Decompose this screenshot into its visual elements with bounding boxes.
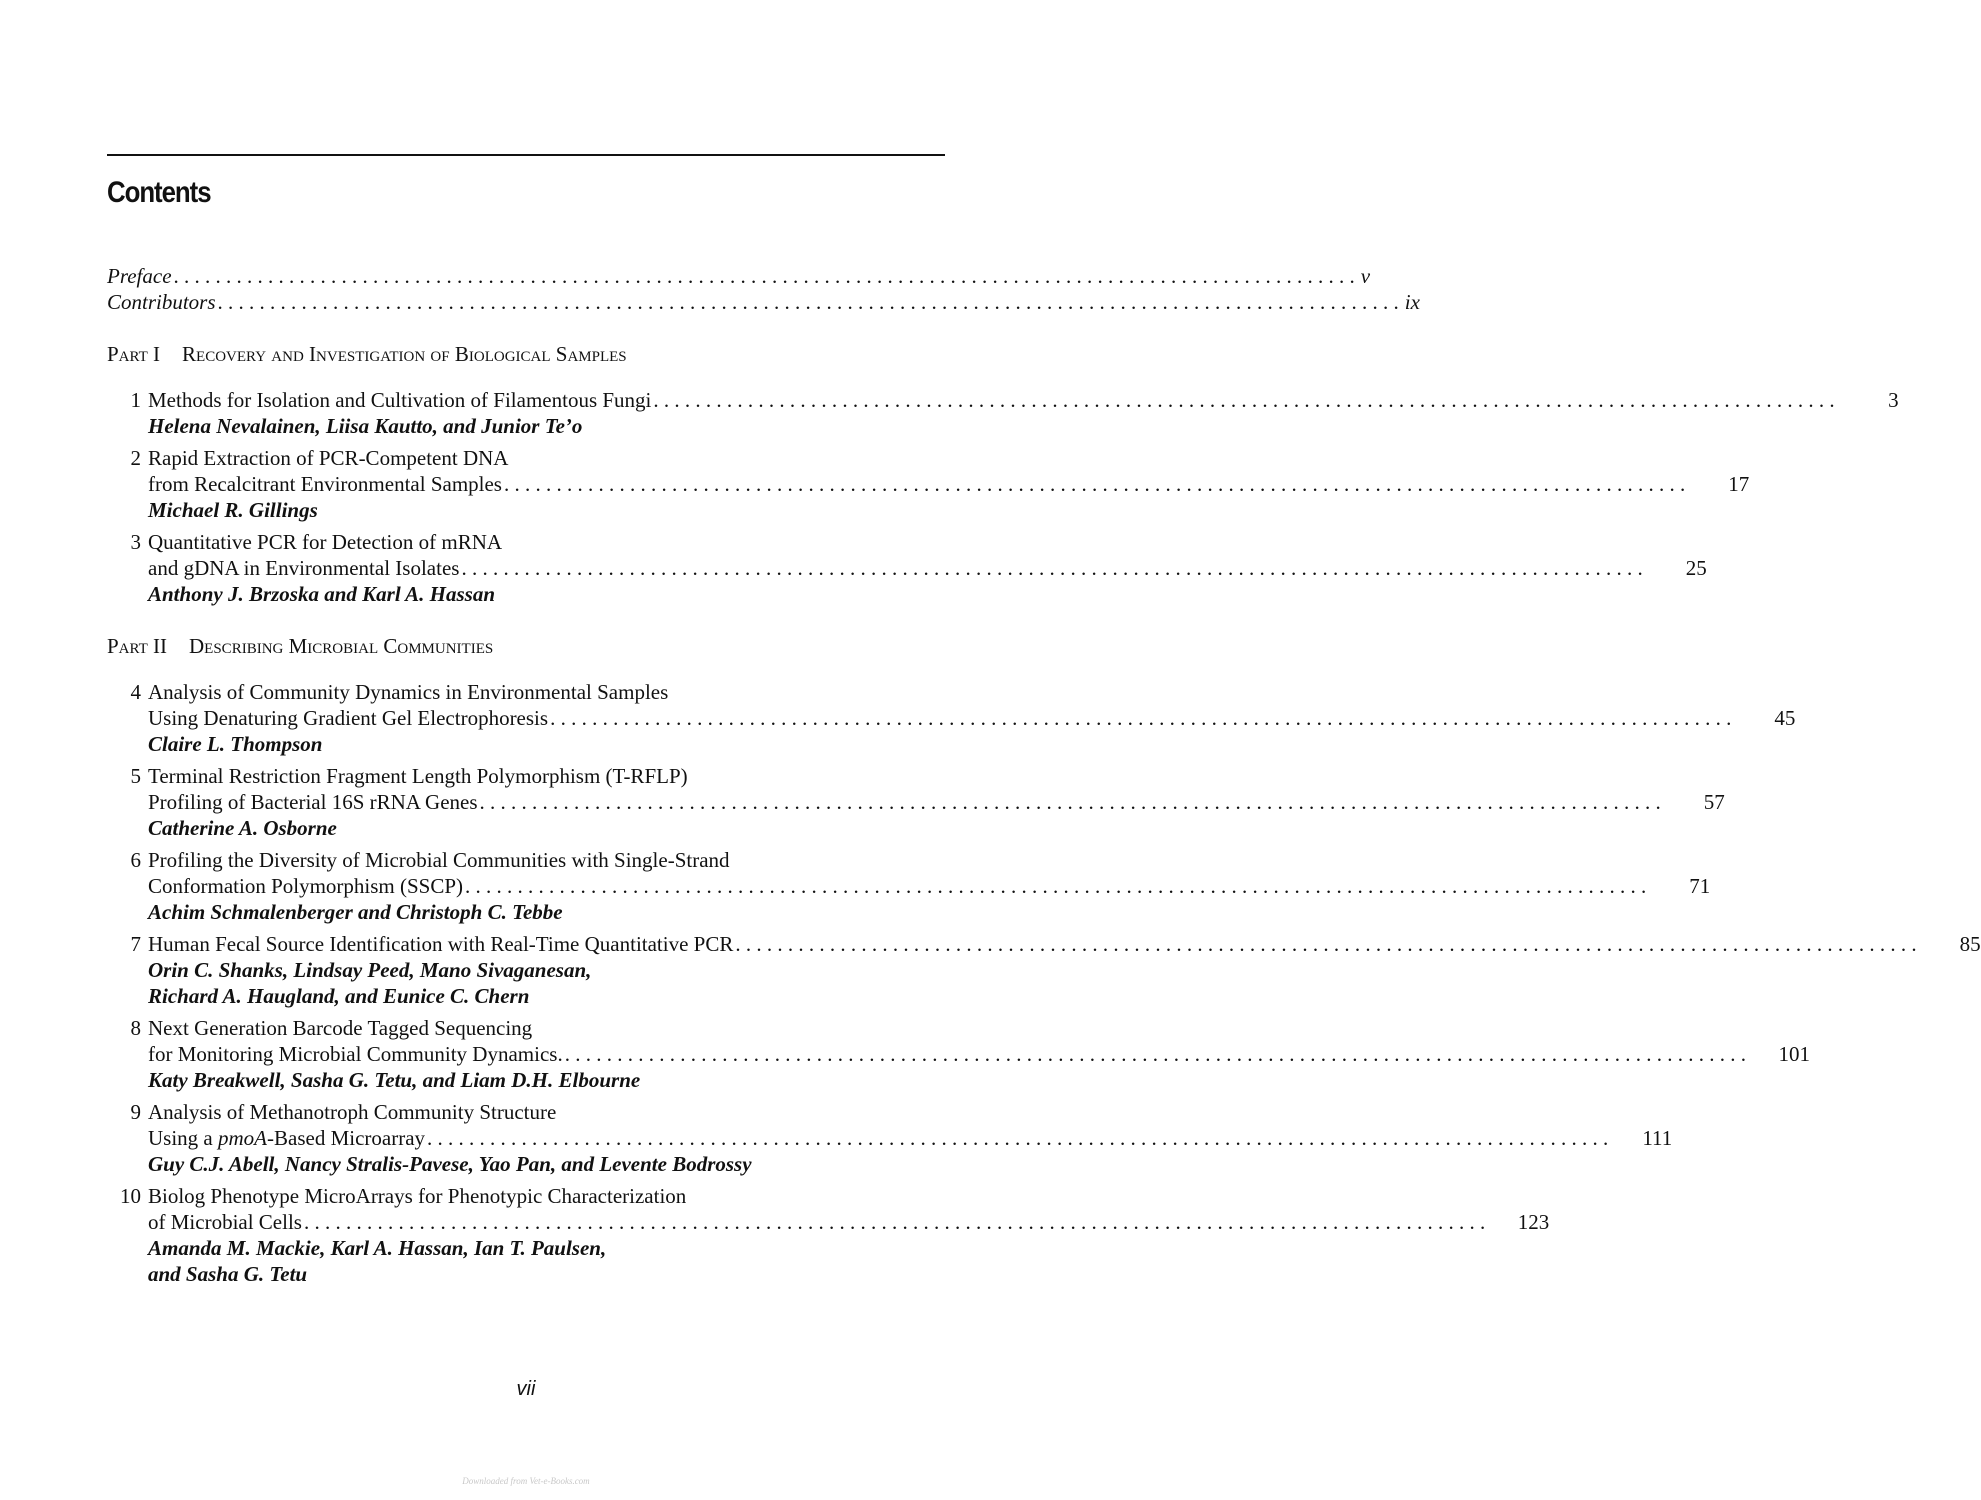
- chapter-number: 3: [130, 530, 141, 554]
- toc-front-matter-contributors[interactable]: [107, 289, 1420, 315]
- part-heading: [107, 341, 945, 367]
- chapter-title-text: Rapid Extraction of PCR-Competent DNA: [148, 446, 509, 470]
- dot-leader: [550, 705, 1731, 731]
- toc-chapter-entry[interactable]: [107, 1183, 1550, 1287]
- chapter-number: 5: [130, 764, 141, 788]
- chapter-title-line: [148, 445, 1749, 471]
- chapter-title-text: for Monitoring Microbial Community Dynamics.: [148, 1042, 563, 1066]
- chapter-authors: Catherine A. Osborne: [148, 816, 337, 840]
- part-title: Describing Microbial Communities: [189, 634, 494, 658]
- chapter-body: [148, 445, 1749, 523]
- toc-page-number: ix: [1404, 290, 1420, 314]
- toc-chapter-entry[interactable]: [107, 763, 1725, 841]
- chapter-authors: Katy Breakwell, Sasha G. Tetu, and Liam D.H. Elbourne: [148, 1068, 641, 1092]
- chapter-title-line: [148, 705, 1795, 731]
- dot-leader: [565, 1041, 1746, 1067]
- chapter-title-line: [148, 1183, 1549, 1209]
- page-title: Contents: [107, 176, 211, 209]
- chapter-authors: Amanda M. Mackie, Karl A. Hassan, Ian T. Paulsen,: [148, 1236, 607, 1260]
- chapter-body: [148, 931, 1981, 1009]
- chapter-title-line: [148, 1209, 1549, 1235]
- chapter-number: 8: [130, 1016, 141, 1040]
- chapter-body: [148, 1183, 1549, 1287]
- toc-page-number: 123: [1517, 1210, 1550, 1234]
- chapter-body: [148, 763, 1725, 841]
- chapter-authors: Anthony J. Brzoska and Karl A. Hassan: [148, 582, 496, 606]
- dot-leader: [461, 555, 1642, 581]
- chapter-title-line: [148, 1015, 1810, 1041]
- chapter-number: 4: [130, 680, 141, 704]
- chapter-authors: Helena Nevalainen, Liisa Kautto, and Junior Te’o: [148, 414, 583, 438]
- chapter-title-line: [148, 387, 1899, 413]
- part-number: Part I: [107, 342, 161, 366]
- toc-entry-title: Contributors: [107, 290, 216, 314]
- chapter-authors: Michael R. Gillings: [148, 498, 318, 522]
- dot-leader: [218, 289, 1399, 315]
- chapter-body: [148, 529, 1707, 607]
- dot-leader: [653, 387, 1834, 413]
- toc-chapter-entry[interactable]: [107, 847, 1711, 925]
- chapter-authors: Achim Schmalenberger and Christoph C. Tebbe: [148, 900, 563, 924]
- chapter-title-text: from Recalcitrant Environmental Samples: [148, 472, 502, 496]
- chapter-body: [148, 679, 1795, 757]
- chapter-title-line: [148, 1099, 1672, 1125]
- chapter-authors: Guy C.J. Abell, Nancy Stralis-Pavese, Yao Pan, and Levente Bodrossy: [148, 1152, 752, 1176]
- dot-leader: [480, 789, 1661, 815]
- chapter-body: [148, 387, 1899, 439]
- dot-leader: [304, 1209, 1485, 1235]
- top-rule: [107, 154, 945, 156]
- part-heading: [107, 633, 945, 659]
- toc-page-number: 111: [1642, 1126, 1673, 1150]
- chapter-title-text: Biolog Phenotype MicroArrays for Phenotypic Characterization: [148, 1184, 687, 1208]
- chapter-title-text: Using a pmoA-Based Microarray: [148, 1126, 426, 1150]
- toc-page-number: 25: [1685, 556, 1707, 580]
- toc-page-number: 3: [1888, 388, 1899, 412]
- toc-page-number: 17: [1728, 472, 1750, 496]
- chapter-title-line: [148, 763, 1725, 789]
- toc-page-number: v: [1360, 264, 1371, 288]
- chapter-title-line: [148, 1041, 1810, 1067]
- chapter-number: 2: [130, 446, 141, 470]
- chapter-authors: Claire L. Thompson: [148, 732, 323, 756]
- chapter-title-text: of Microbial Cells: [148, 1210, 302, 1234]
- chapter-title-text: Profiling the Diversity of Microbial Communities with Single-Strand: [148, 848, 730, 872]
- part-number: Part II: [107, 634, 168, 658]
- chapter-title-text: Conformation Polymorphism (SSCP): [148, 874, 464, 898]
- chapter-title-text: Quantitative PCR for Detection of mRNA: [148, 530, 503, 554]
- chapter-title-line: [148, 847, 1710, 873]
- chapter-body: [148, 1015, 1810, 1093]
- chapter-title-text: Profiling of Bacterial 16S rRNA Genes: [148, 790, 478, 814]
- chapter-number: 10: [120, 1184, 141, 1208]
- chapter-authors: Orin C. Shanks, Lindsay Peed, Mano Sivaganesan,: [148, 958, 592, 982]
- toc-chapter-entry[interactable]: [107, 1015, 1810, 1093]
- dot-leader: [735, 931, 1916, 957]
- chapter-title-line: [148, 529, 1707, 555]
- watermark: Downloaded from Vet-e-Books.com: [462, 1476, 590, 1486]
- chapter-body: [148, 847, 1710, 925]
- toc-entry-title: Preface: [107, 264, 172, 288]
- dot-leader: [174, 263, 1355, 289]
- chapter-body: [148, 1099, 1672, 1177]
- toc-chapter-entry[interactable]: [107, 529, 1707, 607]
- chapter-title-line: [148, 1125, 1672, 1151]
- toc-page-number: 101: [1778, 1042, 1810, 1066]
- toc-chapter-entry[interactable]: [107, 445, 1750, 523]
- toc-chapter-entry[interactable]: [107, 679, 1796, 757]
- toc-chapter-entry[interactable]: [107, 931, 1981, 1009]
- chapter-title-line: [148, 679, 1795, 705]
- chapter-title-text: and gDNA in Environmental Isolates: [148, 556, 460, 580]
- toc-page-number: 85: [1959, 932, 1981, 956]
- dot-leader: [504, 471, 1685, 497]
- toc-page-number: 71: [1689, 874, 1711, 898]
- chapter-title-line: [148, 931, 1981, 957]
- chapter-number: 1: [130, 388, 141, 412]
- toc-parts: [107, 341, 1981, 1287]
- table-of-contents: [107, 263, 1981, 1293]
- part-title: Recovery and Investigation of Biological Samples: [182, 342, 627, 366]
- chapter-title-line: [148, 471, 1749, 497]
- chapter-authors: Richard A. Haugland, and Eunice C. Chern: [148, 984, 530, 1008]
- toc-chapter-entry[interactable]: [107, 387, 1899, 439]
- dot-leader: [427, 1125, 1608, 1151]
- chapter-title-text: Human Fecal Source Identification with Real-Time Quantitative PCR: [148, 932, 734, 956]
- chapter-title-text: Methods for Isolation and Cultivation of Filamentous Fungi: [148, 388, 652, 412]
- toc-front-matter-preface[interactable]: [107, 263, 1371, 289]
- chapter-title-line: [148, 789, 1725, 815]
- chapter-title-text: Terminal Restriction Fragment Length Polymorphism (T-RFLP): [148, 764, 688, 788]
- chapter-title-line: [148, 873, 1710, 899]
- chapter-title-text: Analysis of Methanotroph Community Structure: [148, 1100, 557, 1124]
- toc-page-number: 45: [1774, 706, 1796, 730]
- chapter-number: 6: [130, 848, 141, 872]
- chapter-number: 7: [130, 932, 141, 956]
- chapter-title-text: Analysis of Community Dynamics in Environmental Samples: [148, 680, 669, 704]
- chapter-authors: and Sasha G. Tetu: [148, 1262, 308, 1286]
- chapter-title-text: Next Generation Barcode Tagged Sequencing: [148, 1016, 533, 1040]
- page-number-footer: vii: [516, 1378, 536, 1400]
- dot-leader: [465, 873, 1646, 899]
- toc-chapter-entry[interactable]: [107, 1099, 1673, 1177]
- toc-page-number: 57: [1703, 790, 1725, 814]
- chapter-title-line: [148, 555, 1707, 581]
- chapter-title-text: Using Denaturing Gradient Gel Electrophoresis: [148, 706, 549, 730]
- chapter-number: 9: [130, 1100, 141, 1124]
